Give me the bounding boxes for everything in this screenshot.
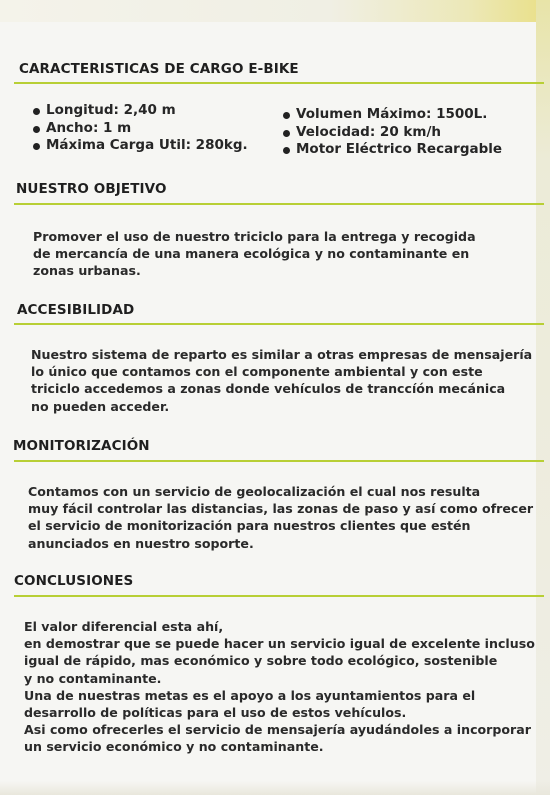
monitorizacion-heading: MONITORIZACIÓN (13, 438, 150, 454)
monitorizacion-paragraph: Contamos con un servicio de geolocalización el cual nos resulta muy fácil controlar las distancias, las zonas de paso y así como ofrecer el servicio de monitorización para nuestros clientes que estén anunciados en nuestro soporte. (28, 484, 534, 551)
accesibilidad-rule (14, 323, 544, 325)
spec-item-length: Longitud: 2,40 m (33, 102, 248, 120)
spec-item-speed: Velocidad: 20 km/h (283, 124, 502, 142)
bullet-icon (283, 112, 290, 119)
spec-item-max-load: Máxima Carga Util: 280kg. (33, 137, 248, 155)
specs-left-list (33, 102, 248, 155)
conclusiones-heading: CONCLUSIONES (14, 573, 134, 589)
page-right-edge (536, 0, 550, 795)
objetivo-paragraph: Promover el uso de nuestro triciclo para la entrega y recogida de mercancía de una manera ecológica y no contaminante en zonas urbanas. (33, 229, 476, 279)
bullet-icon (283, 130, 290, 137)
bullet-icon (33, 143, 40, 150)
spec-item-volume: Volumen Máximo: 1500L. (283, 106, 502, 124)
specs-heading: CARACTERISTICAS DE CARGO E-BIKE (19, 61, 299, 77)
spec-item-motor: Motor Eléctrico Recargable (283, 141, 502, 159)
conclusiones-paragraph: El valor diferencial esta ahí, en demostrar que se puede hacer un servicio igual de excelente incluso igual de rápido, mas económico y sobre todo ecológico, sostenible y no contaminante. Una de nuestras metas es el apoyo a los ayuntamientos para el desarrollo de políticas para el uso de estos vehículos. Asi como ofrecerles el servicio de mensajería ayudándoles a incorporar un servicio económico y no contaminante. (24, 619, 535, 755)
accesibilidad-paragraph: Nuestro sistema de reparto es similar a otras empresas de mensajería lo único que contamos con el componente ambiental y con este triciclo accedemos a zonas donde vehículos de tranccíón mecánica no pueden acceder. (31, 347, 533, 414)
bullet-icon (33, 108, 40, 115)
objetivo-rule (14, 203, 544, 205)
bullet-icon (283, 147, 290, 154)
bullet-icon (33, 126, 40, 133)
spec-item-width: Ancho: 1 m (33, 120, 248, 138)
monitorizacion-rule (14, 460, 544, 462)
objetivo-heading: NUESTRO OBJETIVO (16, 181, 167, 197)
page-bottom-edge (0, 781, 550, 795)
specs-rule (14, 82, 544, 84)
accesibilidad-heading: ACCESIBILIDAD (17, 302, 135, 318)
conclusiones-rule (14, 595, 544, 597)
specs-right-list (283, 106, 502, 159)
page-top-edge (0, 0, 550, 22)
